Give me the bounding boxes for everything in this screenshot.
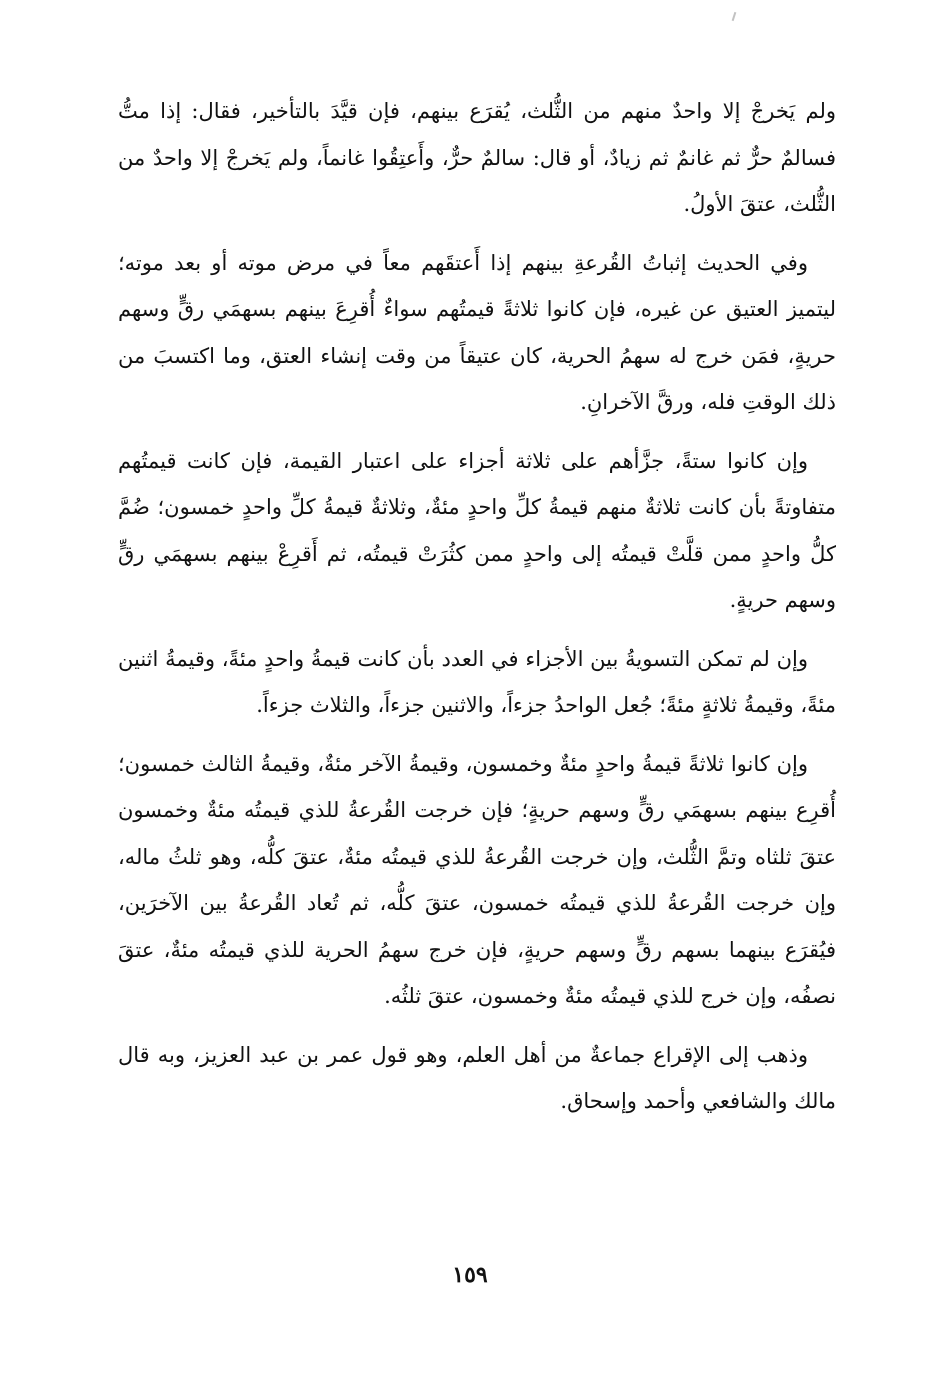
body-text bbox=[118, 88, 836, 1137]
page-number: ١٥٩ bbox=[452, 1262, 488, 1288]
scan-mark bbox=[732, 12, 737, 21]
paragraph-continued: ولم يَخرجْ إلا واحدٌ منهم من الثُّلث، يُقرَع بينهم، فإن قيَّدَ بالتأخير، فقال: إذا متُّ فسالمٌ حرٌّ ثم غانمٌ ثم زيادٌ، أو قال: سالمٌ حرٌّ، وأَعتِقُوا غانماً، ولم يَخرجْ إلا واحدٌ من الثُّلث، عتقَ الأولُ. bbox=[118, 99, 836, 216]
paragraph: وفي الحديث إثباتُ القُرعةِ بينهم إذا أَعتقَهم معاً في مرض موته أو بعد موته؛ ليتميز العتيق عن غيره، فإن كانوا ثلاثةً قيمتُهم سواءٌ أُقرِعَ بينهم بسهمَي رقٍّ وسهم حريةٍ، فمَن خرج له سهمُ الحرية، كان عتيقاً من وقت إنشاء العتق، وما اكتسبَ من ذلك الوقتِ فله، ورقَّ الآخرانِ. bbox=[118, 250, 836, 414]
paragraph: وإن كانوا ثلاثةً قيمةُ واحدٍ مئةٌ وخمسون، وقيمةُ الآخر مئةٌ، وقيمةُ الثالث خمسون؛ أُقرِع بينهم بسهمَي رقٍّ وسهم حريةٍ؛ فإن خرجت القُرعةُ للذي قيمتُه مئةٌ وخمسون عتقَ ثلثاه وتمَّ الثُّلث، وإن خرجت القُرعةُ للذي قيمتُه مئةٌ، عتقَ كلُّه، وهو ثلثُ ماله، وإن خرجت القُرعةُ للذي قيمتُه خمسون، عتقَ كلُّه، ثم تُعاد القُرعةُ بين الآخرَين، فيُقرَع بينهما بسهم رقٍّ وسهم حريةٍ، فإن خرج سهمُ الحرية للذي قيمتُه مئةٌ، عتقَ نصفُه، وإن خرج للذي قيمتُه مئةٌ وخمسون، عتقَ ثلثُه. bbox=[118, 751, 836, 1008]
paragraph: وإن لم تمكن التسويةُ بين الأجزاء في العدد بأن كانت قيمةُ واحدٍ مئةً، وقيمةُ اثنين مئةً، وقيمةُ ثلاثةٍ مئةً؛ جُعل الواحدُ جزءاً، والاثنين جزءاً، والثلاث جزءاً. bbox=[118, 646, 836, 717]
paragraph: وإن كانوا ستةً، جزَّأهم على ثلاثة أجزاء على اعتبار القيمة، فإن كانت قيمتُهم متفاوتةً بأن كانت ثلاثةٌ منهم قيمةُ كلِّ واحدٍ مئةٌ، وثلاثةٌ قيمةُ كلِّ واحدٍ خمسون؛ ضُمَّ كلُّ واحدٍ ممن قلَّتْ قيمتُه إلى واحدٍ ممن كثُرَتْ قيمتُه، ثم أَقرِعْ بينهم بسهمَي رقٍّ وسهم حريةٍ. bbox=[118, 448, 836, 612]
paragraph: وذهب إلى الإقراع جماعةٌ من أهل العلم، وهو قول عمر بن عبد العزيز، وبه قال مالك والشافعي وأحمد وإسحاق. bbox=[118, 1042, 836, 1113]
